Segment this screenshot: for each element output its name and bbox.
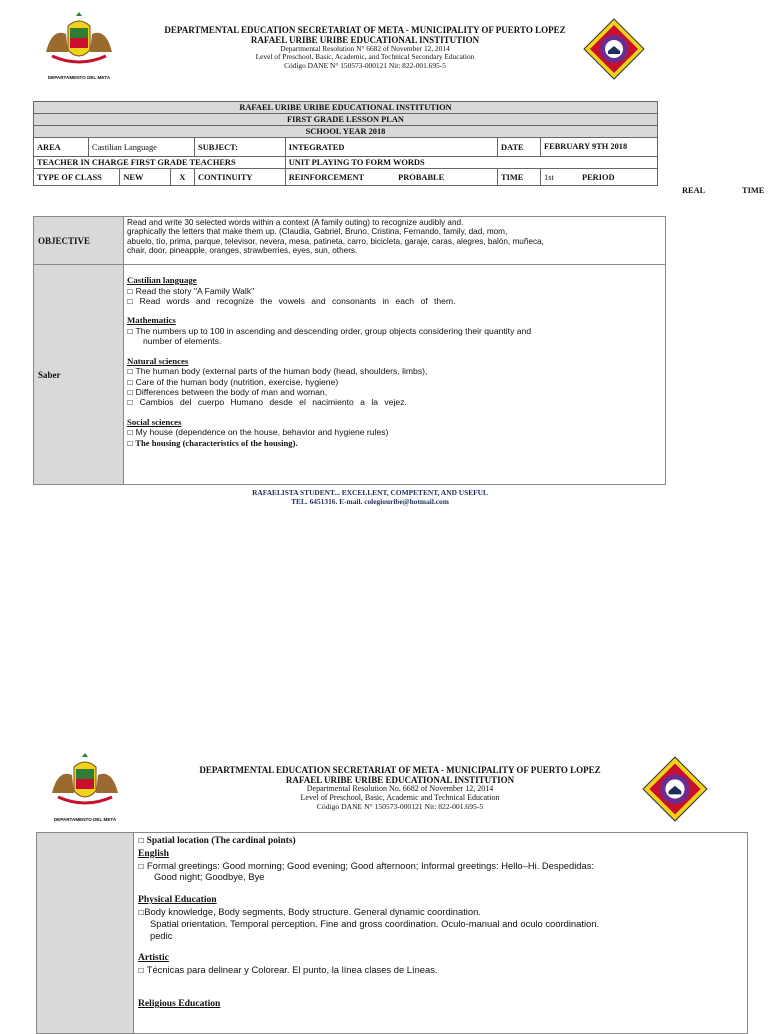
natural-item-1: ☐ The human body (external parts of the human body (head, shoulders, limbs),	[127, 366, 428, 377]
math-item-1-cont: number of elements.	[143, 336, 222, 347]
social-sciences-heading: Social sciences	[127, 416, 182, 427]
coat-of-arms-icon	[38, 12, 120, 70]
math-heading: Mathematics	[127, 315, 176, 326]
physical-education-heading: Physical Education	[138, 894, 217, 906]
english-item-cont: Good night; Goodbye, Bye	[154, 871, 265, 883]
saber-content-2	[135, 835, 743, 1011]
reinforcement-probable-label	[285, 169, 497, 186]
spatial-item: ☐ Spatial location (The cardinal points)	[138, 836, 296, 846]
lesson-plan-table	[33, 216, 666, 485]
teacher-label: TEACHER IN CHARGE FIRST GRADE TEACHERS	[34, 157, 286, 169]
header-institution-2: RAFAEL URIBE URIBE EDUCATIONAL INSTITUTION	[285, 775, 515, 786]
footer-motto: RAFAELISTA STUDENT... EXCELLENT, COMPETENT, AND USEFUL	[252, 488, 488, 497]
subject-value: INTEGRATED	[285, 138, 497, 157]
castilian-item-2: ☐ Read words and recognize the vowels and consonants in each of them.	[127, 295, 456, 306]
header-dane-code-2: Código DANE N° 150573-000121 Nit: 822-001.695-5	[316, 802, 484, 812]
area-value: Castilian Language	[89, 138, 195, 157]
info-title-school-year: SCHOOL YEAR 2018	[34, 126, 658, 138]
probable-label: PROBABLE	[398, 172, 445, 182]
saber-label	[34, 265, 124, 485]
period-cell	[541, 169, 658, 186]
objective-line-3: abuelo, tío, prima, parque, televisor, nevera, mesa, patineta, carro, bicicleta, garaje, caras, alegres, balón, muñeca,	[127, 236, 544, 246]
school-seal-icon	[583, 18, 645, 80]
social-item-2: ☐ The housing (characteristics of the housing).	[127, 437, 298, 448]
header-resolution: Departmental Resolution N° 6682 of November 12, 2014	[280, 44, 450, 54]
header-resolution-2: Departmental Resolution No. 6682 of November 12, 2014	[306, 784, 494, 794]
logo-caption: DEPARTAMENTO DEL META	[47, 75, 111, 80]
natural-item-4: ☐ Cambios del cuerpo Humano desde el nacimiento a la vejez.	[127, 397, 407, 408]
continuity-label: CONTINUITY	[195, 169, 286, 186]
header-levels-2: Level of Preschool, Basic, Academic and Technical Education	[300, 793, 500, 803]
info-title-institution: RAFAEL URIBE URIBE EDUCATIONAL INSTITUTION	[34, 102, 658, 114]
new-label: NEW	[120, 169, 170, 186]
artistic-item: ☐ Técnicas para delinear y Colorear. El punto, la línea clases de Líneas.	[138, 964, 438, 976]
school-seal-icon	[642, 756, 708, 822]
pe-item: ☐Body knowledge, Body segments, Body structure. General dynamic coordination.	[138, 906, 481, 918]
area-label: AREA	[34, 138, 89, 157]
type-of-class-label: TYPE OF CLASS	[34, 169, 120, 186]
page-header	[130, 25, 600, 70]
english-item: ☐ Formal greetings: Good morning; Good evening; Good afternoon; Informal greetings: Hello–Hi. Despedidas:	[138, 859, 595, 871]
reinforcement-label: REINFORCEMENT	[288, 172, 364, 182]
period-label: PERIOD	[581, 172, 615, 182]
meta-coat-of-arms-logo	[38, 12, 120, 80]
logo-caption-2: DEPARTAMENTO DEL META	[53, 817, 117, 822]
objective-label-text: OBJECTIVE	[38, 235, 91, 246]
header-secretariat: DEPARTMENTAL EDUCATION SECRETARIAT OF META - MUNICIPALITY OF PUERTO LOPEZ	[164, 25, 566, 35]
info-title-lesson-plan: FIRST GRADE LESSON PLAN	[34, 114, 658, 126]
header-levels: Level of Preschool, Basic, Academic, and Technical Secondary Education	[255, 52, 475, 62]
label-column-2	[37, 833, 134, 1033]
meta-coat-of-arms-logo-2	[44, 752, 126, 822]
institution-seal-logo-2	[642, 756, 708, 822]
page-footer	[120, 489, 620, 507]
page-header-2	[165, 765, 635, 812]
objective-line-4: chair, door, pineapple, oranges, strawberries, eyes, sun, others.	[127, 246, 358, 256]
objective-label	[34, 217, 124, 265]
objective-line-2: graphically the letters that make them up. (Claudia, Gabriel, Bruno, Cristina, Fernando, family, dad, mom,	[127, 227, 508, 237]
saber-content	[124, 265, 666, 485]
natural-sciences-heading: Natural sciences	[127, 355, 189, 366]
date-value: FEBRUARY 9TH 2018	[541, 138, 658, 157]
math-item-1: ☐ The numbers up to 100 in ascending and descending order, group objects considering their quantity and	[127, 325, 532, 336]
footer-contact: TEL. 6451316. E-mail. colegiouribe@hotmail.com	[291, 496, 449, 506]
unit-label: UNIT PLAYING TO FORM WORDS	[285, 157, 657, 169]
first-label: 1st	[544, 172, 554, 182]
pe-item-cont-1: Spatial orientation. Temporal perception. Fine and gross coordination. Oculo-manual and oculo coordination.	[150, 917, 600, 929]
date-label: DATE	[498, 138, 541, 157]
header-secretariat-2: DEPARTMENTAL EDUCATION SECRETARIAT OF META - MUNICIPALITY OF PUERTO LOPEZ	[199, 765, 601, 775]
castilian-heading: Castilian language	[127, 275, 197, 285]
lesson-info-table	[33, 101, 658, 186]
real-time-label: TIME	[742, 186, 765, 195]
institution-seal-logo	[583, 18, 645, 80]
objective-line-1: Read and write 30 selected words within a context (A family outing) to recognize audibly and.	[127, 218, 464, 227]
natural-item-3: ☐ Differences between the body of man and woman,	[127, 386, 328, 397]
header-dane-code: Código DANE N° 150573-000121 Nit: 822-001.695-5	[284, 60, 446, 70]
religious-education-heading: Religious Education	[138, 998, 221, 1010]
lesson-plan-table-2	[36, 832, 748, 1034]
subject-label: SUBJECT:	[195, 138, 286, 157]
castilian-item-1: ☐ Read the story "A Family Walk"	[127, 285, 255, 296]
objective-text	[124, 217, 666, 265]
natural-item-2: ☐ Care of the human body (nutrition, exercise, hygiene)	[127, 376, 339, 387]
social-item-1: ☐ My house (dependence on the house, behavior and hygiene rules)	[127, 427, 389, 438]
artistic-heading: Artistic	[138, 952, 169, 964]
english-heading: English	[138, 847, 169, 859]
coat-of-arms-icon	[44, 752, 126, 812]
pe-item-cont-2: pedic	[150, 929, 173, 941]
time-label: TIME	[498, 169, 541, 186]
new-check-mark: X	[170, 169, 194, 186]
saber-label-text: Saber	[38, 369, 61, 380]
header-institution: RAFAEL URIBE URIBE EDUCATIONAL INSTITUTION	[250, 35, 480, 46]
real-label: REAL	[682, 186, 706, 195]
